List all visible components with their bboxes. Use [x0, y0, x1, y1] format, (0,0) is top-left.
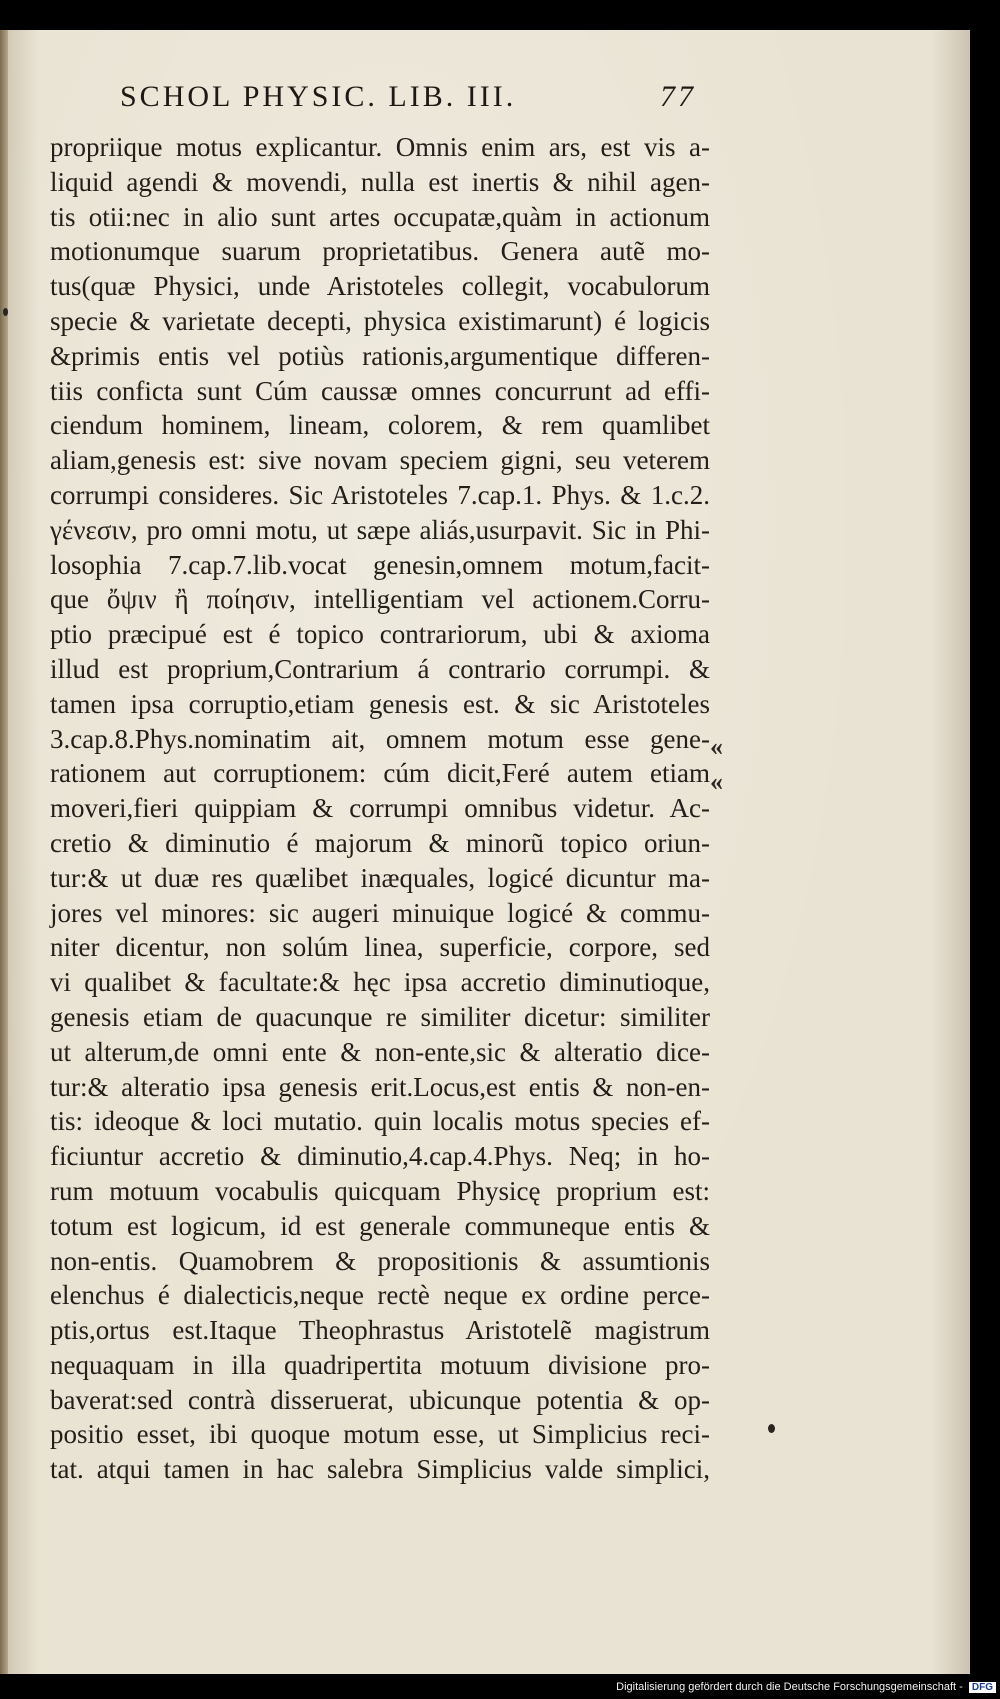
page-number: 77	[660, 80, 696, 113]
text-line: tur:& ut duæ res quælibet inæquales, logicé dicuntur ma-	[50, 862, 710, 893]
text-line: baverat:sed contrà disseruerat, ubicunque potentia & op-	[50, 1384, 710, 1415]
text-line: ptio præcipué est é topico contrariorum, ubi & axioma	[50, 619, 710, 650]
text-line: motionumque suarum proprietatibus. Genera autẽ mo-	[50, 236, 710, 267]
text-line: liquid agendi & movendi, nulla est inertis & nihil agen-	[50, 166, 710, 197]
text-line: specie & varietate decepti, physica existimarunt) é logicis	[50, 305, 710, 336]
text-line: ciendum hominem, lineam, colorem, & rem quamlibet	[50, 410, 710, 441]
text-line: moveri,fieri quippiam & corrumpi omnibus videtur. Ac-	[50, 793, 710, 824]
ink-spot	[3, 308, 8, 316]
text-line: tat. atqui tamen in hac salebra Simplicius valde simplici,	[50, 1454, 710, 1485]
text-line: rum motuum vocabulis quicquam Physicę proprium est:	[50, 1175, 710, 1206]
text-line: totum est logicum, id est generale communeque entis &	[50, 1210, 710, 1241]
text-line: ut alterum,de omni ente & non-ente,sic & alteratio dice-	[50, 1036, 710, 1067]
text-line: positio esset, ibi quoque motum esse, ut Simplicius reci-	[50, 1419, 710, 1450]
text-line: genesis etiam de quacunque re similiter dicetur: similiter	[50, 1001, 710, 1032]
text-line: 3.cap.8.Phys.nominatim ait, omnem motum esse gene-	[50, 723, 710, 754]
ink-spot	[768, 1424, 775, 1433]
page-header	[120, 80, 920, 120]
dfg-logo: DFG	[969, 1682, 996, 1693]
footer-text: Digitalisierung gefördert durch die Deutsche Forschungsgemeinschaft -	[616, 1681, 963, 1693]
text-line: γένεσιν, pro omni motu, ut sæpe aliás,usurpavit. Sic in Phi-	[50, 514, 710, 545]
text-line: que ὄψιν ἢ ποίησιν, intelligentiam vel actionem.Corru-	[50, 584, 710, 615]
text-line: elenchus é dialecticis,neque rectè neque ex ordine perce-	[50, 1280, 710, 1311]
text-line: ptis,ortus est.Itaque Theophrastus Aristotelẽ magistrum	[50, 1315, 710, 1346]
text-line: non-entis. Quamobrem & propositionis & assumtionis	[50, 1245, 710, 1276]
text-line: niter dicentur, non solúm linea, superficie, corpore, sed	[50, 932, 710, 963]
text-line: nequaquam in illa quadripertita motuum divisione pro-	[50, 1349, 710, 1380]
text-line: corrumpi consideres. Sic Aristoteles 7.cap.1. Phys. & 1.c.2.	[50, 479, 710, 510]
footer-credit	[616, 1681, 996, 1693]
text-line: tus(quæ Physici, unde Aristoteles collegit, vocabulorum	[50, 271, 710, 302]
text-line: jores vel minores: sic augeri minuique logicé & commu-	[50, 897, 710, 928]
text-line: tis otii:nec in alio sunt artes occupatæ,quàm in actionum	[50, 201, 710, 232]
text-line: vi qualibet & facultate:& hęc ipsa accretio diminutioque,	[50, 967, 710, 998]
running-head: SCHOL PHYSIC. LIB. III.	[120, 80, 517, 113]
text-line: aliam,genesis est: sive novam speciem gigni, seu veterem	[50, 445, 710, 476]
text-line: ficiuntur accretio & diminutio,4.cap.4.Phys. Neq; in ho-	[50, 1141, 710, 1172]
margin-quote-mark: «	[710, 767, 723, 796]
text-line: losophia 7.cap.7.lib.vocat genesin,omnem motum,facit-	[50, 549, 710, 580]
page-spine-edge	[0, 30, 8, 1674]
text-line: rationem aut corruptionem: cúm dicit,Feré autem etiam	[50, 758, 710, 789]
text-line: illud est proprium,Contrarium á contrario corrumpi. &	[50, 653, 710, 684]
text-line: tur:& alteratio ipsa genesis erit.Locus,est entis & non-en-	[50, 1071, 710, 1102]
text-line: propriique motus explicantur. Omnis enim ars, est vis a-	[50, 132, 710, 162]
text-line: tis: ideoque & loci mutatio. quin localis motus species ef-	[50, 1106, 710, 1137]
text-line: cretio & diminutio é majorum & minorũ topico oriun-	[50, 827, 710, 858]
margin-quote-mark: «	[710, 732, 723, 761]
text-line: &primis entis vel potiùs rationis,argumentique differen-	[50, 340, 710, 371]
text-line: tiis conficta sunt Cúm caussæ omnes concurrunt ad effi-	[50, 375, 710, 406]
body-text	[50, 130, 710, 1487]
text-line: tamen ipsa corruptio,etiam genesis est. & sic Aristoteles	[50, 688, 710, 719]
